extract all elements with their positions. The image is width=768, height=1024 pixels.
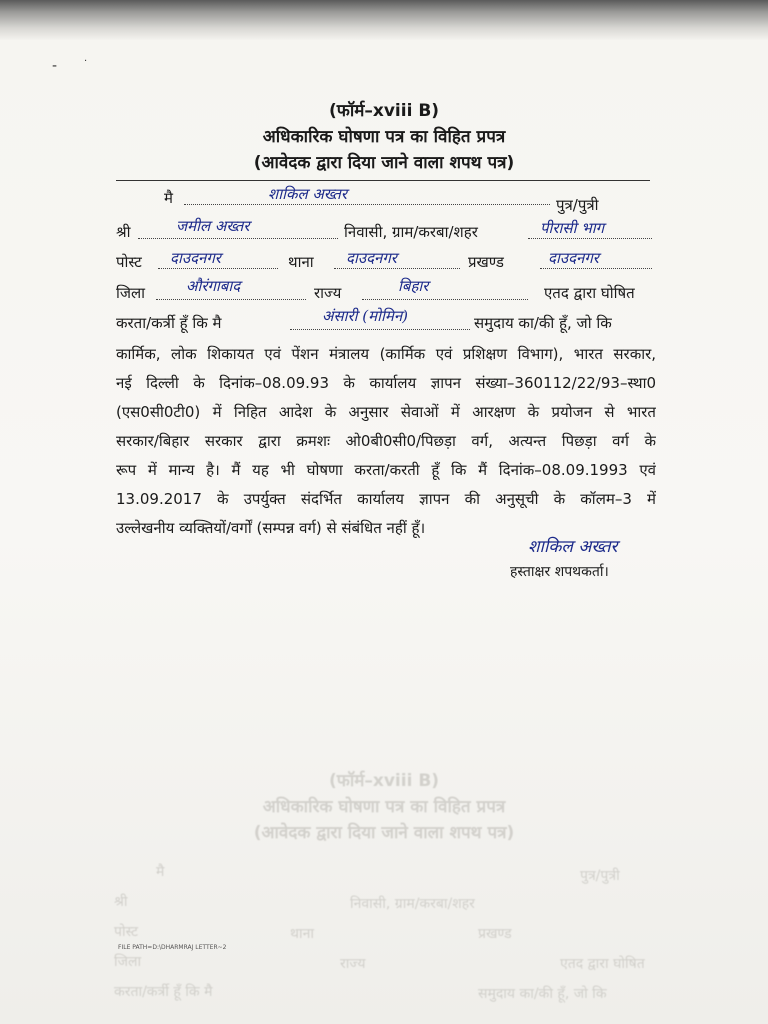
ghost-form-subtitle: (आवेदक द्वारा दिया जाने वाला शपथ पत्र) — [253, 823, 515, 843]
label-thana: थाना — [288, 253, 314, 271]
label-putra: पुत्र/पुत्री — [556, 196, 599, 214]
ghost-label-mai: मै — [156, 864, 165, 880]
header-divider — [116, 180, 650, 181]
label-post: पोस्ट — [116, 253, 142, 271]
ghost-label-niwasi: निवासी, ग्राम/करबा/शहर — [350, 896, 475, 912]
paragraph-line: सरकार/बिहार सरकार द्वारा क्रमशः ओ0बी0सी0/पिछड़ा वर्ग, अत्यन्त पिछड़ा वर्ग के — [116, 432, 656, 450]
paragraph-line: 13.09.2017 के उपर्युक्त संदर्भित कार्यालय ज्ञापन की अनुसूची के कॉलम–3 में — [116, 490, 656, 508]
paragraph-line: रूप में मान्य है। मैं यह भी घोषणा करता/करती हूँ कि मैं दिनांक–08.09.1993 एवं — [116, 461, 656, 479]
form-number: (फॉर्म–xviii B) — [328, 101, 440, 121]
ghost-form-number: (फॉर्म–xviii B) — [328, 771, 440, 791]
handwritten-signature: शाकिल अख्तर — [528, 537, 618, 557]
filled-state: बिहार — [398, 277, 429, 295]
name-dotline — [184, 204, 550, 205]
declaration-paragraph — [116, 340, 656, 543]
village-dotline — [528, 238, 652, 239]
label-mai: मै — [164, 189, 173, 207]
label-jila: जिला — [116, 284, 146, 302]
scan-speck: - — [52, 58, 58, 74]
district-dotline — [156, 299, 306, 300]
ghost-label-karta: करता/कर्त्री हूँ कि मै — [114, 984, 213, 1000]
filled-father: जमील अख्तर — [176, 217, 250, 235]
form-subtitle: (आवेदक द्वारा दिया जाने वाला शपथ पत्र) — [253, 153, 515, 173]
thana-dotline — [334, 268, 460, 269]
signature-label: हस्ताक्षर शपथकर्ता। — [510, 564, 609, 580]
label-karta: करता/कर्त्री हूँ कि मै — [116, 314, 222, 332]
paragraph-line: कार्मिक, लोक शिकायत एवं पेंशन मंत्रालय (कार्मिक एवं प्रशिक्षण विभाग), भारत सरकार, — [116, 345, 656, 363]
filled-community: अंसारी (मोमिन) — [322, 307, 409, 325]
community-dotline — [290, 329, 470, 330]
filled-district: औरंगाबाद — [186, 277, 241, 295]
filled-thana: दाउदनगर — [346, 249, 397, 267]
ghost-label-putra: पुत्र/पुत्री — [580, 868, 620, 884]
filled-prakhand: दाउदनगर — [548, 249, 599, 267]
file-path-footer: FILE PATH=D:\DHARMRAJ LETTER~2 — [118, 944, 227, 951]
ghost-label-prakhand: प्रखण्ड — [478, 926, 512, 942]
label-samuday: समुदाय का/की हूँ, जो कि — [474, 314, 612, 332]
father-dotline — [138, 238, 338, 239]
label-niwasi: निवासी, ग्राम/करबा/शहर — [344, 223, 478, 241]
state-dotline — [362, 299, 528, 300]
ghost-form-title: अधिकारिक घोषणा पत्र का विहित प्रपत्र — [262, 797, 506, 817]
scan-speck: · — [84, 56, 88, 67]
label-prakhand: प्रखण्ड — [468, 253, 504, 271]
label-rajya: राज्य — [314, 284, 342, 302]
label-shri: श्री — [116, 223, 131, 241]
form-title: अधिकारिक घोषणा पत्र का विहित प्रपत्र — [262, 127, 506, 147]
ghost-label-shri: श्री — [114, 894, 128, 910]
ghost-label-jila: जिला — [114, 954, 142, 970]
post-dotline — [158, 268, 278, 269]
scanner-shadow — [0, 0, 768, 40]
ghost-label-thana: थाना — [290, 926, 314, 942]
paragraph-line: (एस0सी0टी0) में निहित आदेश के अनुसार सेवाओं में आरक्षण के प्रयोजन से भारत — [116, 403, 656, 421]
ghost-label-etad: एतद द्वारा घोषित — [560, 956, 645, 972]
ghost-label-rajya: राज्य — [340, 956, 366, 972]
filled-village: पीरासी भाग — [540, 219, 605, 237]
label-etad: एतद द्वारा घोषित — [544, 284, 635, 302]
paragraph-line: उल्लेखनीय व्यक्तियों/वर्गों (सम्पन्न वर्ग) से संबंधित नहीं हूँ। — [116, 519, 426, 537]
ghost-label-samuday: समुदाय का/की हूँ, जो कि — [478, 986, 607, 1002]
prakhand-dotline — [540, 268, 652, 269]
filled-name: शाकिल अख्तर — [268, 185, 347, 203]
paragraph-line: नई दिल्ली के दिनांक–08.09.93 के कार्यालय ज्ञापन संख्या–360112/22/93–स्था0 — [116, 374, 656, 392]
filled-post: दाउदनगर — [170, 249, 221, 267]
ghost-label-post: पोस्ट — [114, 924, 139, 940]
